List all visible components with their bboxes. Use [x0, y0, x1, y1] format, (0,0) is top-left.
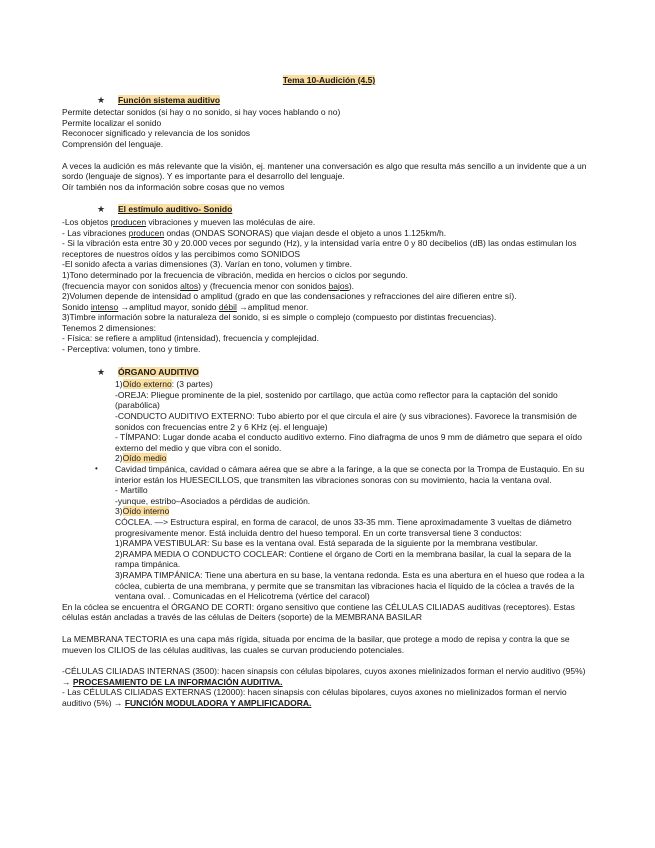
- spacer: [62, 623, 596, 634]
- paragraph: [62, 161, 596, 182]
- paragraph: [62, 602, 596, 623]
- spacer: [62, 655, 596, 666]
- spacer: [62, 150, 596, 161]
- text-run: vibraciones y mueven las moléculas de aire.: [146, 216, 316, 227]
- paragraph: [62, 291, 596, 302]
- paragraph: [62, 128, 596, 139]
- section-heading: [97, 204, 596, 215]
- text-run: El estímulo auditivo- Sonido: [118, 204, 233, 215]
- text-run: -CÉLULAS CILIADAS INTERNAS (3500): hacen sinapsis con células bipolares, cuyos axones mielinizados forman el nervio auditivo (95%) →: [62, 666, 586, 687]
- paragraph: [115, 485, 596, 496]
- paragraph: [62, 182, 596, 193]
- text-run: Oído externo: [122, 379, 172, 390]
- text-run: -yunque, estribo–Asociados a pérdidas de audición.: [115, 495, 311, 506]
- text-run: producen: [110, 216, 147, 227]
- text-run: 3)Timbre información sobre la naturaleza del sonido, si es simple o complejo (compuesto por distintas frecuencias).: [62, 312, 497, 323]
- text-run: 1): [115, 379, 123, 390]
- star-bullet-icon: ★: [97, 366, 106, 377]
- text-run: →amplitud menor.: [236, 301, 309, 312]
- text-run: Sonido: [62, 301, 91, 312]
- text-run: En la cóclea se encuentra el ÓRGANO DE CORTI: órgano sensitivo que contiene las CÉLULAS CILIADAS auditivas (receptores). Estas células están ancladas a través de las células de Deiters (soporte) de la MEMBRANA BASILAR: [62, 601, 575, 623]
- text-run: - Martillo: [115, 485, 148, 496]
- text-run: - TÍMPANO: Lugar donde acaba el conducto auditivo externo. Fino diafragma de unos 9 mm de diámetro que separa el oído externo del medio y que vibra con el sonido.: [115, 432, 582, 453]
- text-run: bajos: [328, 280, 349, 291]
- text-run: Cavidad timpánica, cavidad o cámara aérea que se abre a la faringe, a la que se conecta por la Trompa de Eustaquio. En su interior están los HUESECILLOS, que transmiten las vibraciones sonoras con su movimiento, hacia la ventana oval.: [115, 464, 585, 485]
- paragraph: [62, 344, 596, 355]
- paragraph: [115, 570, 596, 602]
- paragraph: [62, 666, 596, 687]
- text-run: →amplitud mayor, sonido: [118, 301, 219, 312]
- text-run: : (3 partes): [171, 379, 213, 390]
- dot-bullet-icon: •: [95, 464, 98, 473]
- paragraph: [115, 411, 596, 432]
- paragraph: [115, 496, 596, 507]
- text-run: La MEMBRANA TECTORIA es una capa más rígida, situada por encima de la basilar, que protege a modo de repisa y contra la que se mueven los CILIOS de las células auditivas, las cuales se curvan produciendo potenciales.: [62, 633, 570, 655]
- text-run: - Perceptiva: volumen, tono y timbre.: [62, 344, 201, 355]
- star-bullet-icon: ★: [97, 204, 106, 215]
- paragraph: [115, 390, 596, 411]
- text-run: Permite localizar el sonido: [62, 117, 162, 128]
- text-run: Reconocer significado y relevancia de los sonidos: [62, 128, 251, 139]
- paragraph: [115, 379, 596, 390]
- text-run: - Física: se refiere a amplitud (intensidad), frecuencia y complejidad.: [62, 333, 320, 344]
- text-run: Función sistema auditivo: [118, 94, 221, 105]
- text-run: Comprensión del lenguaje.: [62, 138, 164, 149]
- section-heading: [97, 367, 596, 378]
- text-wrap: [118, 95, 220, 106]
- text-run: Tema 10-Audición (4.5): [282, 75, 376, 85]
- text-run: ) y (frecuencia menor con sonidos: [198, 280, 329, 291]
- text-wrap: [115, 464, 596, 485]
- text-run: FUNCIÓN MODULADORA Y AMPLIFICADORA.: [124, 697, 312, 708]
- text-wrap: [118, 367, 199, 378]
- paragraph: [62, 259, 596, 270]
- text-wrap: [118, 204, 232, 215]
- text-run: 1)RAMPA VESTIBULAR: Su base es la ventana oval. Está separada de la siguiente por la membrana vestibular.: [115, 538, 538, 549]
- spacer: [62, 355, 596, 366]
- doc-title: [62, 75, 596, 86]
- paragraph: [115, 538, 596, 549]
- text-run: -El sonido afecta a varias dimensiones (3). Varían en tono, volumen y timbre.: [62, 259, 352, 270]
- text-run: - Las vibraciones: [62, 227, 129, 238]
- text-run: 2)Volumen depende de intensidad o amplitud (grado en que las condensaciones y refracciones del aire difieren entre sí).: [62, 291, 517, 302]
- paragraph: [62, 238, 596, 259]
- text-run: intenso: [90, 301, 119, 312]
- text-run: ÓRGANO AUDITIVO: [118, 366, 199, 377]
- paragraph: [62, 139, 596, 150]
- paragraph: [115, 453, 596, 464]
- text-run: CÓCLEA. —> Estructura espiral, en forma de caracol, de unos 33-35 mm. Tiene aproximadamente 3 vueltas de diámetro progresivamente menor. Está incluida dentro del hueso temporal. En un corte transversal tiene 3 conductos:: [115, 516, 572, 538]
- paragraph: [62, 323, 596, 334]
- paragraph: [115, 517, 596, 538]
- paragraph: [62, 333, 596, 344]
- paragraph: [62, 270, 596, 281]
- text-run: - Las CÉLULAS CILIADAS EXTERNAS (12000): hacen sinapsis con células bipolares, cuyos axones no mielinizados forman el nervio auditivo (5%) →: [62, 687, 567, 708]
- paragraph: [115, 549, 596, 570]
- paragraph: [62, 228, 596, 239]
- section-heading: [97, 95, 596, 106]
- text-run: ondas (ONDAS SONORAS) que viajan desde el objeto a unos 1.125km/h.: [164, 227, 447, 238]
- text-run: PROCESAMIENTO DE LA INFORMACIÓN AUDITIVA.: [72, 676, 283, 687]
- paragraph: [62, 302, 596, 313]
- text-run: Oído interno: [122, 506, 170, 517]
- text-run: 3)RAMPA TIMPÁNICA: Tiene una abertura en su base, la ventana redonda. Esta es una abertura en el hueso que rodea a la cóclea, cubierta de una membrana, y permite que se transmitan las vibraciones hacia el líquido de la cóclea a través de la ventana oval. . Comunicadas en el Helicotrema (vértice del caracol): [115, 569, 585, 602]
- paragraph: [115, 432, 596, 453]
- star-bullet-icon: ★: [97, 94, 106, 105]
- paragraph: [115, 506, 596, 517]
- text-run: ).: [348, 280, 355, 291]
- paragraph: [62, 107, 596, 118]
- text-run: Tenemos 2 dimensiones:: [62, 322, 157, 333]
- text-run: Oír también nos da información sobre cosas que no vemos: [62, 181, 285, 192]
- text-run: producen: [128, 227, 165, 238]
- text-run: 1)Tono determinado por la frecuencia de vibración, medida en hercios o ciclos por segundo.: [62, 269, 408, 280]
- text-run: A veces la audición es más relevante que la visión, ej. mantener una conversación es algo que resulta más sencillo a un invidente que a un sordo (lenguaje de signos). Y es importante para el desarrollo del lenguaje.: [62, 160, 587, 182]
- text-run: -OREJA: Pliegue prominente de la piel, sostenido por cartílago, que actúa como reflector para la captación del sonido (parabólica): [115, 389, 558, 411]
- paragraph: [62, 634, 596, 655]
- paragraph: [62, 312, 596, 323]
- text-run: 3): [115, 506, 123, 517]
- list-item: [95, 464, 596, 485]
- spacer: [62, 192, 596, 203]
- paragraph: [62, 217, 596, 228]
- text-run: Oído medio: [122, 453, 167, 464]
- paragraph: [62, 118, 596, 129]
- text-run: - Si la vibración esta entre 30 y 20.000 veces por segundo (Hz), y la intensidad varía entre 0 y 80 decibelios (dB) las ondas estimulan los receptores de nuestros oídos y las percibimos como SONIDOS: [62, 238, 577, 259]
- text-run: débil: [218, 301, 237, 312]
- text-run: -Los objetos: [62, 216, 111, 227]
- text-run: 2): [115, 453, 123, 464]
- text-run: (frecuencia mayor con sonidos: [62, 280, 181, 291]
- text-run: -CONDUCTO AUDITIVO EXTERNO: Tubo abierto por el que circula el aire (y sus vibraciones). Favorece la transmisión de sonidos con frecuencias entre 2 y 6 KHz (ej. el lenguaje): [115, 411, 577, 432]
- paragraph: [62, 687, 596, 708]
- text-run: altos: [180, 280, 199, 291]
- text-run: Permite detectar sonidos (si hay o no sonido, si hay voces hablando o no): [62, 107, 341, 118]
- paragraph: [62, 281, 596, 292]
- text-run: 2)RAMPA MEDIA O CONDUCTO COCLEAR: Contiene el órgano de Corti en la membrana basilar, la cual la separa de la rampa timpánica.: [115, 548, 572, 570]
- document-body: [62, 75, 596, 708]
